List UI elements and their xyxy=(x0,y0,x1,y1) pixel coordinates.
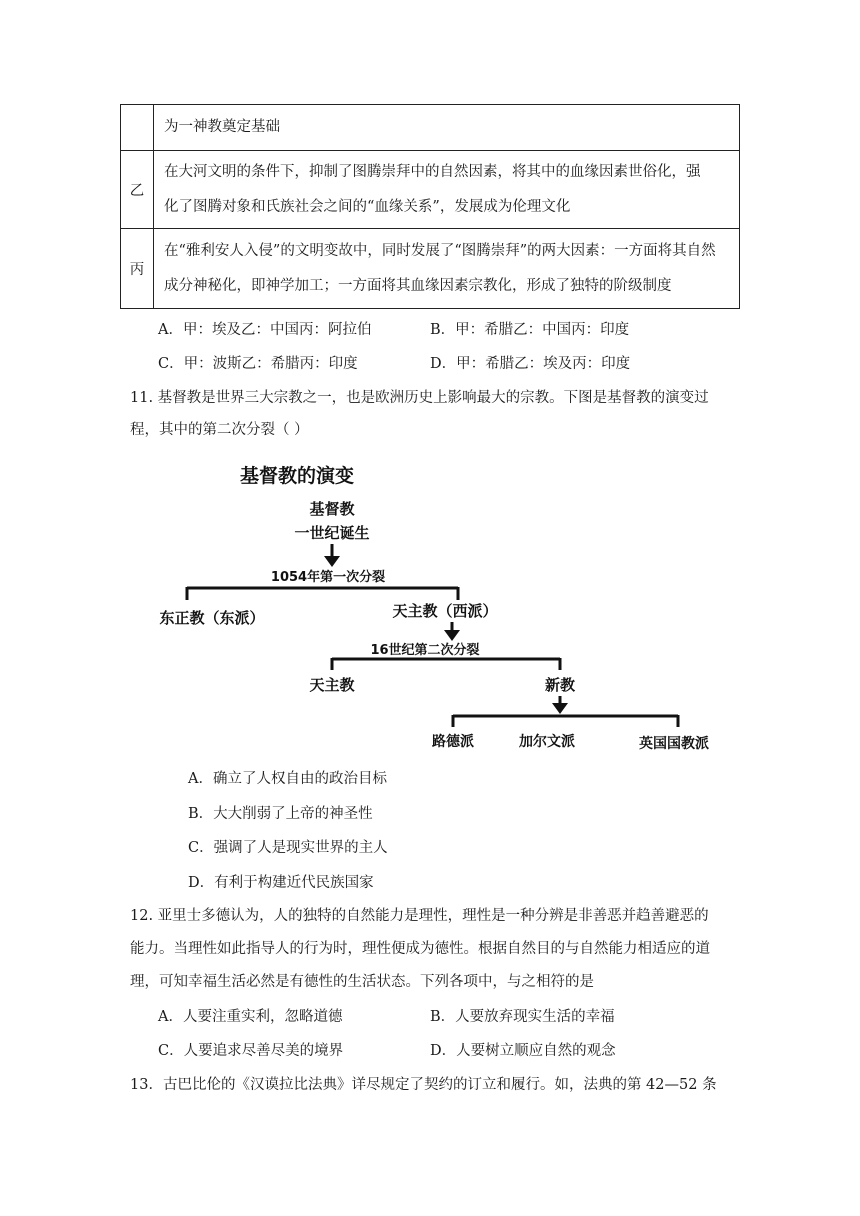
q13-stem-line: 13．古巴比伦的《汉谟拉比法典》详尽规定了契约的订立和履行。如，法典的第 42—52 条 xyxy=(130,1077,717,1093)
q11-option-b: B．大大削弱了上帝的神圣性 xyxy=(188,806,373,822)
q11-option-d: D．有利于构建近代民族国家 xyxy=(188,875,374,891)
q12-option-b: B．人要放弃现实生活的幸福 xyxy=(430,1009,615,1025)
row-line: 为一神教奠定基础 xyxy=(164,119,280,135)
node-calvinist: 加尔文派 xyxy=(519,734,575,750)
label-second-split: 16世纪第二次分裂 xyxy=(370,643,480,658)
q12-stem-line: 12. 亚里士多德认为，人的独特的自然能力是理性，理性是一种分辨是非善恶并趋善避恶的 xyxy=(130,908,709,924)
row-label xyxy=(121,105,154,151)
q10-option-b: B．甲：希腊乙：中国丙：印度 xyxy=(430,322,630,338)
q10-option-a: A．甲：埃及乙：中国丙：阿拉伯 xyxy=(158,322,372,338)
arrow-down-icon xyxy=(552,703,568,714)
label-first-split: 1054年第一次分裂 xyxy=(270,570,386,585)
q11-stem-line: 程，其中的第二次分裂（ ） xyxy=(130,422,309,438)
arrow-down-icon xyxy=(324,556,340,567)
q12-option-a: A．人要注重实利，忽略道德 xyxy=(158,1009,343,1025)
diagram-title: 基督教的演变 xyxy=(240,465,355,487)
christianity-evolution-diagram xyxy=(140,450,730,770)
node-orthodox: 东正教（东派） xyxy=(159,609,265,627)
table-row xyxy=(121,151,740,229)
node-lutheran: 路德派 xyxy=(432,734,474,750)
node-christianity: 基督教 xyxy=(309,500,355,518)
civilization-table xyxy=(120,104,740,309)
q11-stem-line: 11. 基督教是世界三大宗教之一，也是欧洲历史上影响最大的宗教。下图是基督教的演变过 xyxy=(130,390,709,406)
q10-option-d: D．甲：希腊乙：埃及丙：印度 xyxy=(430,356,631,372)
row-line: 成分神秘化，即神学加工；一方面将其血缘因素宗教化，形成了独特的阶级制度 xyxy=(164,277,672,294)
row-text xyxy=(154,151,740,229)
row-line: 在大河文明的条件下，抑制了图腾崇拜中的自然因素，将其中的血缘因素世俗化，强 xyxy=(164,163,701,180)
q12-option-d: D．人要树立顺应自然的观念 xyxy=(430,1043,616,1059)
q10-option-c: C．甲：波斯乙：希腊丙：印度 xyxy=(158,356,358,372)
node-anglican: 英国国教派 xyxy=(639,736,709,752)
q12-stem-line: 能力。当理性如此指导人的行为时，理性便成为德性。根据自然目的与自然能力相适应的道 xyxy=(130,941,710,957)
node-protestant: 新教 xyxy=(544,676,576,694)
q11-option-c: C．强调了人是现实世界的主人 xyxy=(188,840,388,856)
q12-stem-line: 理，可知幸福生活必然是有德性的生活状态。下列各项中，与之相符的是 xyxy=(130,974,594,990)
arrow-down-icon xyxy=(444,630,460,641)
row-label: 乙 xyxy=(121,151,154,229)
row-line: 在“雅利安人入侵”的文明变故中，同时发展了“图腾崇拜”的两大因素：一方面将其自然 xyxy=(164,242,716,259)
q11-option-a: A．确立了人权自由的政治目标 xyxy=(188,771,387,787)
q12-option-c: C．人要追求尽善尽美的境界 xyxy=(158,1043,344,1059)
node-catholic: 天主教（西派） xyxy=(392,602,498,620)
row-label: 丙 xyxy=(121,229,154,309)
node-first-century: 一世纪诞生 xyxy=(294,524,370,542)
row-line: 化了图腾对象和氏族社会之间的“血缘关系”，发展成为伦理文化 xyxy=(164,198,571,215)
table-row xyxy=(121,105,740,151)
node-catholic-2: 天主教 xyxy=(309,676,355,694)
row-text xyxy=(154,229,740,309)
row-text xyxy=(154,105,740,151)
table-row xyxy=(121,229,740,309)
